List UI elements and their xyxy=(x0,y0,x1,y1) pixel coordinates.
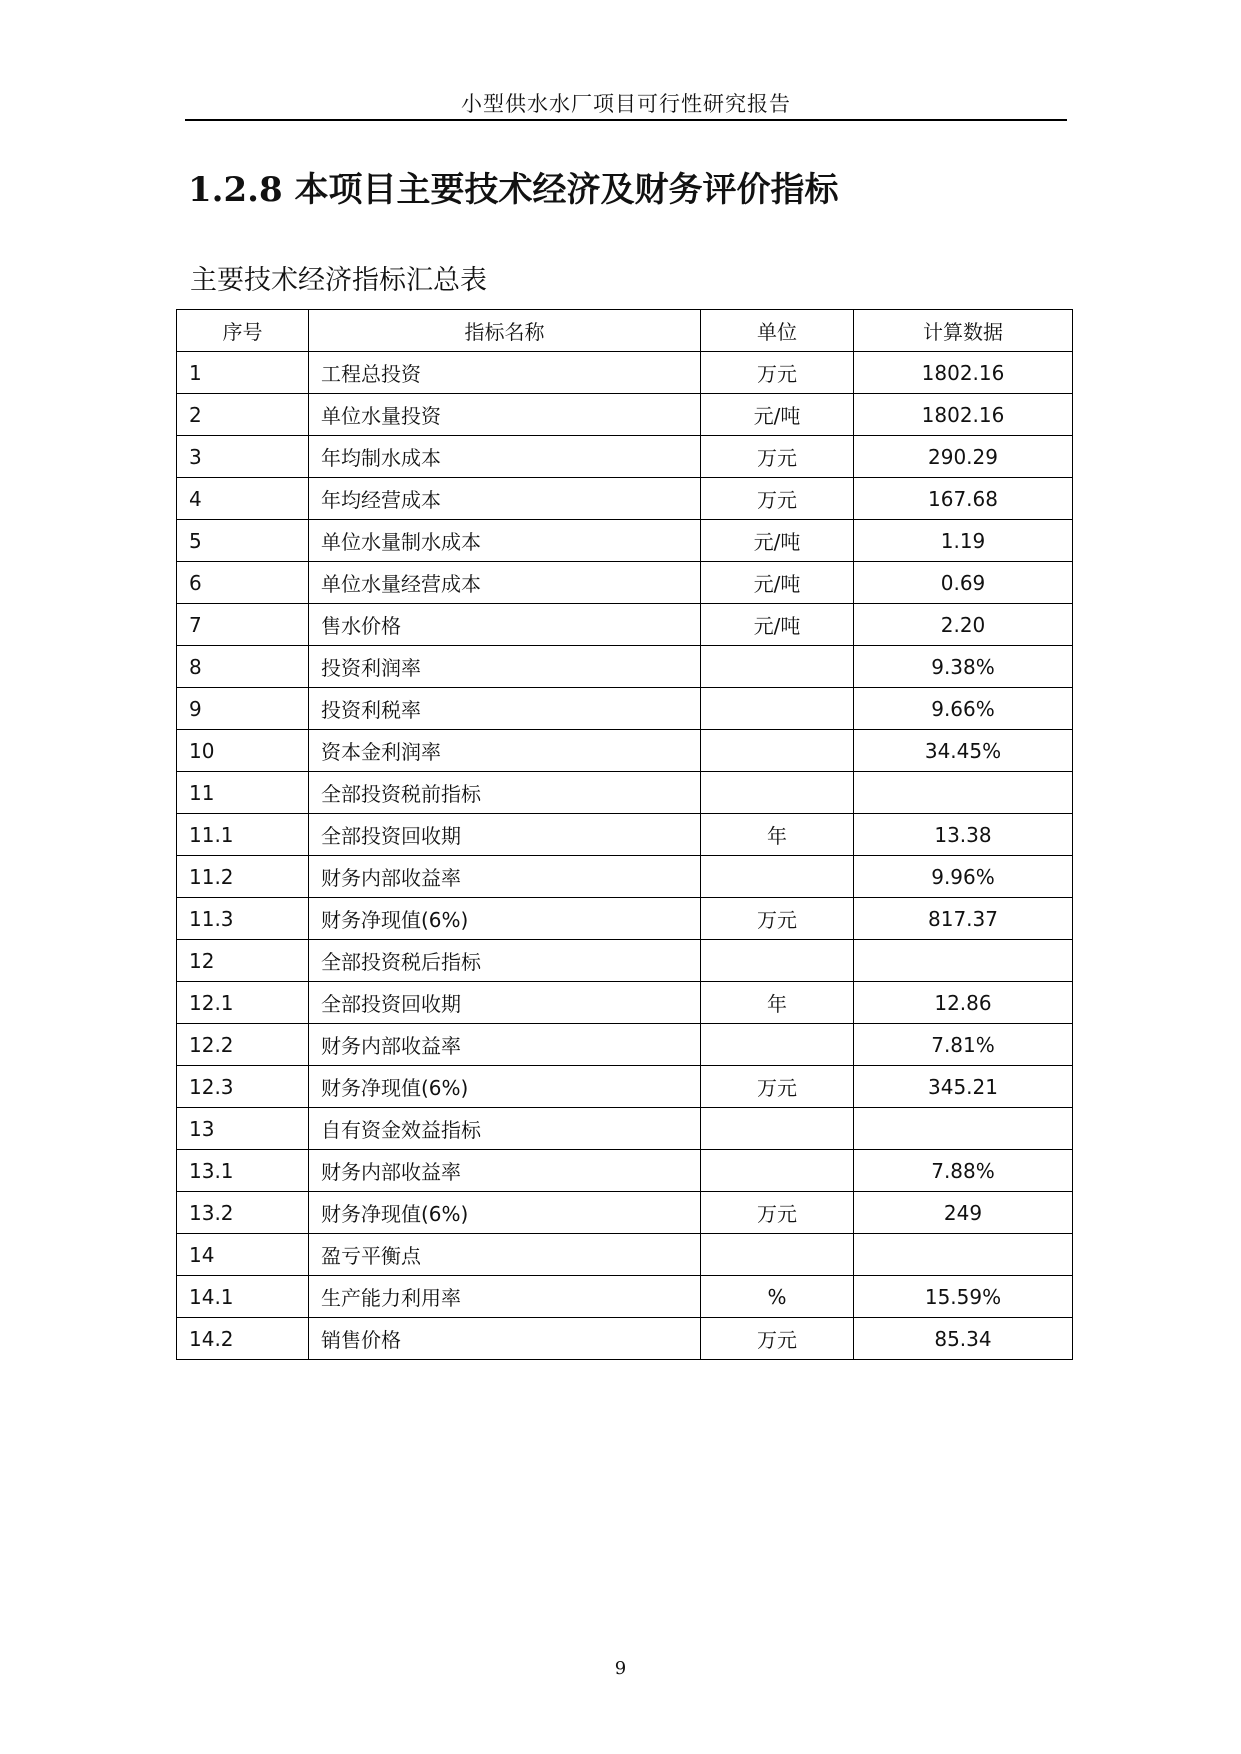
indicator-table xyxy=(176,309,1073,1360)
table-row xyxy=(177,1276,1073,1318)
cell-unit xyxy=(701,1150,854,1192)
cell-unit: 万元 xyxy=(701,1066,854,1108)
table-row xyxy=(177,1024,1073,1066)
cell-value xyxy=(854,1108,1073,1150)
cell-seq: 2 xyxy=(177,394,309,436)
cell-unit xyxy=(701,856,854,898)
column-header-value: 计算数据 xyxy=(854,310,1073,352)
cell-unit: 元/吨 xyxy=(701,562,854,604)
table-row xyxy=(177,646,1073,688)
cell-seq: 13.2 xyxy=(177,1192,309,1234)
table-row xyxy=(177,772,1073,814)
cell-name: 资本金利润率 xyxy=(309,730,701,772)
cell-value: 2.20 xyxy=(854,604,1073,646)
cell-seq: 8 xyxy=(177,646,309,688)
cell-seq: 14 xyxy=(177,1234,309,1276)
cell-unit: 万元 xyxy=(701,1318,854,1360)
cell-seq: 14.2 xyxy=(177,1318,309,1360)
cell-value: 9.38% xyxy=(854,646,1073,688)
table-row xyxy=(177,898,1073,940)
cell-unit: 万元 xyxy=(701,436,854,478)
header-divider xyxy=(185,119,1067,121)
cell-name: 盈亏平衡点 xyxy=(309,1234,701,1276)
cell-name: 全部投资回收期 xyxy=(309,982,701,1024)
cell-value xyxy=(854,772,1073,814)
cell-seq: 11.2 xyxy=(177,856,309,898)
cell-unit: 元/吨 xyxy=(701,604,854,646)
cell-seq: 10 xyxy=(177,730,309,772)
cell-unit: 元/吨 xyxy=(701,394,854,436)
cell-unit: 年 xyxy=(701,982,854,1024)
cell-seq: 12.1 xyxy=(177,982,309,1024)
cell-seq: 4 xyxy=(177,478,309,520)
cell-name: 财务净现值(6%) xyxy=(309,1192,701,1234)
cell-value: 9.66% xyxy=(854,688,1073,730)
cell-seq: 12.3 xyxy=(177,1066,309,1108)
cell-value xyxy=(854,1234,1073,1276)
table-row xyxy=(177,1318,1073,1360)
column-header-unit: 单位 xyxy=(701,310,854,352)
cell-unit: 万元 xyxy=(701,352,854,394)
cell-name: 财务内部收益率 xyxy=(309,1024,701,1066)
cell-name: 全部投资税后指标 xyxy=(309,940,701,982)
table-row xyxy=(177,1150,1073,1192)
cell-name: 销售价格 xyxy=(309,1318,701,1360)
table-row xyxy=(177,562,1073,604)
table-row xyxy=(177,940,1073,982)
cell-value: 0.69 xyxy=(854,562,1073,604)
cell-name: 工程总投资 xyxy=(309,352,701,394)
table-row xyxy=(177,1234,1073,1276)
table-row xyxy=(177,982,1073,1024)
cell-seq: 13 xyxy=(177,1108,309,1150)
table-row xyxy=(177,1108,1073,1150)
cell-unit xyxy=(701,730,854,772)
table-row xyxy=(177,478,1073,520)
cell-value: 15.59% xyxy=(854,1276,1073,1318)
column-header-name: 指标名称 xyxy=(309,310,701,352)
cell-value: 1802.16 xyxy=(854,352,1073,394)
cell-value: 12.86 xyxy=(854,982,1073,1024)
table-header-row xyxy=(177,310,1073,352)
cell-unit: 元/吨 xyxy=(701,520,854,562)
cell-name: 财务净现值(6%) xyxy=(309,898,701,940)
cell-value: 290.29 xyxy=(854,436,1073,478)
cell-unit xyxy=(701,1108,854,1150)
cell-name: 财务净现值(6%) xyxy=(309,1066,701,1108)
cell-seq: 13.1 xyxy=(177,1150,309,1192)
table-row xyxy=(177,1066,1073,1108)
cell-value: 9.96% xyxy=(854,856,1073,898)
table-body xyxy=(177,352,1073,1360)
page-number: 9 xyxy=(614,1658,627,1679)
cell-unit: 万元 xyxy=(701,898,854,940)
cell-unit xyxy=(701,1234,854,1276)
cell-name: 单位水量制水成本 xyxy=(309,520,701,562)
cell-name: 生产能力利用率 xyxy=(309,1276,701,1318)
cell-unit xyxy=(701,772,854,814)
cell-unit xyxy=(701,646,854,688)
cell-name: 全部投资税前指标 xyxy=(309,772,701,814)
cell-name: 售水价格 xyxy=(309,604,701,646)
cell-seq: 12 xyxy=(177,940,309,982)
cell-value: 13.38 xyxy=(854,814,1073,856)
cell-seq: 11.3 xyxy=(177,898,309,940)
cell-name: 年均经营成本 xyxy=(309,478,701,520)
cell-unit: 年 xyxy=(701,814,854,856)
cell-name: 财务内部收益率 xyxy=(309,1150,701,1192)
cell-name: 单位水量经营成本 xyxy=(309,562,701,604)
cell-seq: 11 xyxy=(177,772,309,814)
cell-value: 1802.16 xyxy=(854,394,1073,436)
table-row xyxy=(177,730,1073,772)
cell-name: 全部投资回收期 xyxy=(309,814,701,856)
cell-value: 249 xyxy=(854,1192,1073,1234)
cell-seq: 1 xyxy=(177,352,309,394)
cell-seq: 12.2 xyxy=(177,1024,309,1066)
cell-name: 年均制水成本 xyxy=(309,436,701,478)
cell-value: 85.34 xyxy=(854,1318,1073,1360)
table-row xyxy=(177,394,1073,436)
table-row xyxy=(177,1192,1073,1234)
cell-value: 34.45% xyxy=(854,730,1073,772)
table-row xyxy=(177,436,1073,478)
cell-name: 财务内部收益率 xyxy=(309,856,701,898)
cell-value xyxy=(854,940,1073,982)
section-heading: 1.2.8 本项目主要技术经济及财务评价指标 xyxy=(188,170,839,210)
cell-seq: 7 xyxy=(177,604,309,646)
cell-seq: 14.1 xyxy=(177,1276,309,1318)
column-header-seq: 序号 xyxy=(177,310,309,352)
cell-value: 345.21 xyxy=(854,1066,1073,1108)
cell-unit: 万元 xyxy=(701,478,854,520)
cell-seq: 3 xyxy=(177,436,309,478)
cell-value: 7.81% xyxy=(854,1024,1073,1066)
cell-unit: 万元 xyxy=(701,1192,854,1234)
table-caption: 主要技术经济指标汇总表 xyxy=(190,265,487,296)
cell-unit xyxy=(701,940,854,982)
cell-name: 投资利润率 xyxy=(309,646,701,688)
cell-name: 投资利税率 xyxy=(309,688,701,730)
cell-unit xyxy=(701,1024,854,1066)
table-row xyxy=(177,520,1073,562)
table-row xyxy=(177,688,1073,730)
table-row xyxy=(177,604,1073,646)
table-row xyxy=(177,352,1073,394)
table-row xyxy=(177,856,1073,898)
cell-unit: % xyxy=(701,1276,854,1318)
cell-value: 817.37 xyxy=(854,898,1073,940)
cell-seq: 11.1 xyxy=(177,814,309,856)
cell-value: 1.19 xyxy=(854,520,1073,562)
cell-name: 自有资金效益指标 xyxy=(309,1108,701,1150)
cell-unit xyxy=(701,688,854,730)
cell-seq: 5 xyxy=(177,520,309,562)
cell-value: 167.68 xyxy=(854,478,1073,520)
running-header: 小型供水水厂项目可行性研究报告 xyxy=(461,92,791,116)
cell-seq: 9 xyxy=(177,688,309,730)
table-row xyxy=(177,814,1073,856)
cell-value: 7.88% xyxy=(854,1150,1073,1192)
cell-name: 单位水量投资 xyxy=(309,394,701,436)
cell-seq: 6 xyxy=(177,562,309,604)
